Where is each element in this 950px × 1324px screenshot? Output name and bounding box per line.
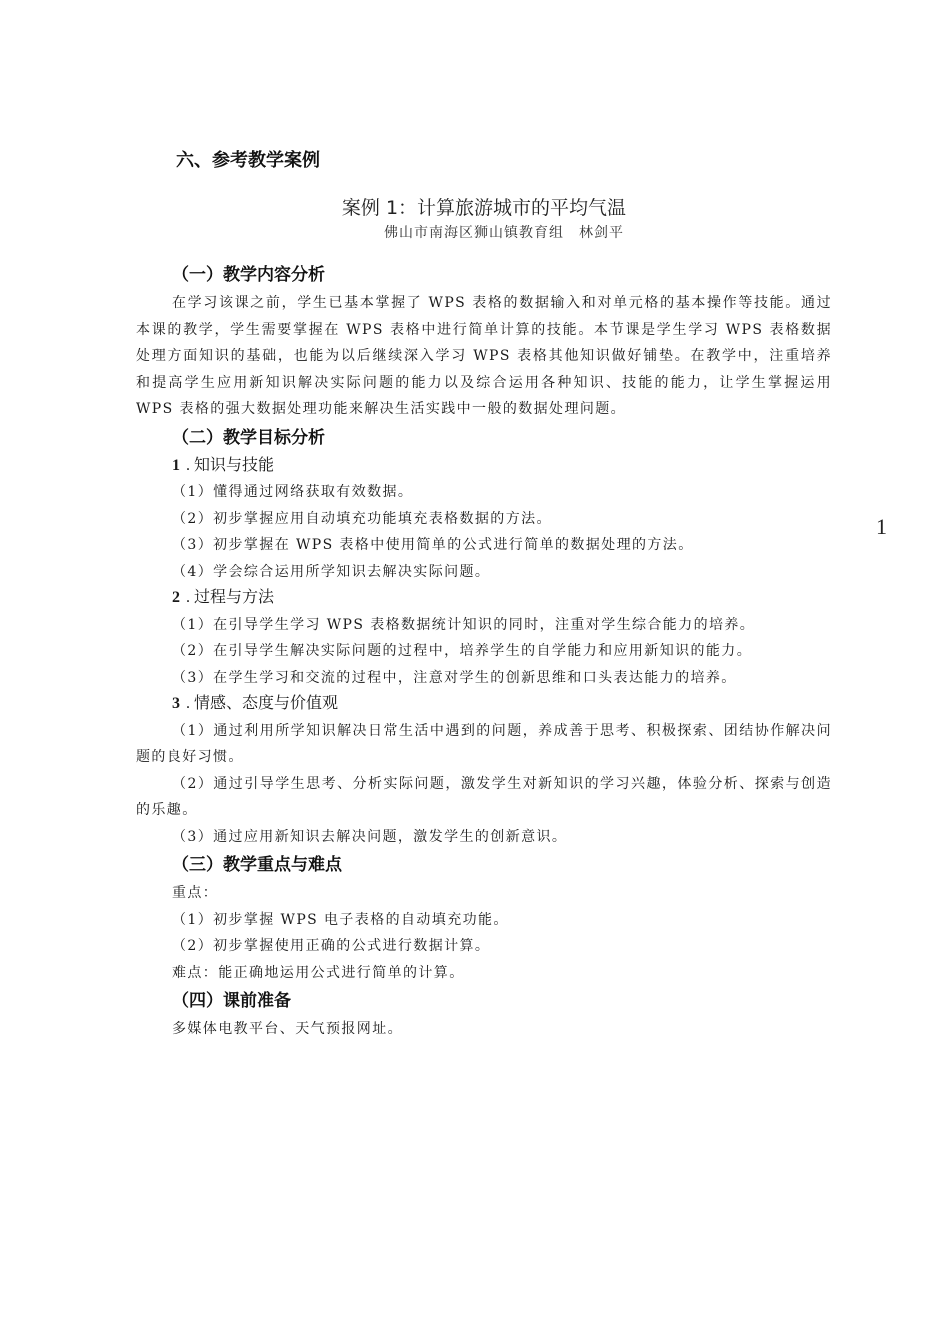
objective-group-3-title: 3 . 情感、态度与价值观 (172, 695, 339, 712)
list-item: （1）通过利用所学知识解决日常生活中遇到的问题，养成善于思考、积极探索、团结协作解决问题的良好习惯。 (136, 722, 832, 765)
content-analysis-paragraph: 在学习该课之前，学生已基本掌握了 WPS 表格的数据输入和对单元格的基本操作等技能。通过本课的教学，学生需要掌握在 WPS 表格中进行简单计算的技能。本节课是学生学习 WPS 表格数据处理方面知识的基础，也能为以后继续深入学习 WPS 表格其他知识做好铺垫。在教学中，注重培养和提高学生应用新知识解决实际问题的能力以及综合运用各种知识、技能的能力，让学生掌握运用 WPS 表格的强大数据处理功能来解决生活实践中一般的数据处理问题。 (136, 295, 832, 417)
difficulty-text: 难点：能正确地运用公式进行简单的计算。 (172, 964, 465, 981)
list-item: （3）通过应用新知识去解决问题，激发学生的创新意识。 (172, 828, 568, 845)
page-number: 1 (876, 514, 887, 539)
key-points-label: 重点： (172, 885, 219, 901)
objective-group-2-title: 2 . 过程与方法 (172, 589, 275, 606)
heading-content-analysis: （一）教学内容分析 (172, 265, 325, 285)
list-item: （2）通过引导学生思考、分析实际问题，激发学生对新知识的学习兴趣，体验分析、探索与创造的乐趣。 (136, 775, 832, 818)
case-title: 案例 1：计算旅游城市的平均气温 (341, 197, 627, 219)
heading-key-points: （三）教学重点与难点 (172, 855, 342, 875)
section-title: 六、参考教学案例 (176, 150, 320, 171)
list-item: （2）在引导学生解决实际问题的过程中，培养学生的自学能力和应用新知识的能力。 (172, 643, 753, 659)
list-item: （1）懂得通过网络获取有效数据。 (172, 484, 414, 500)
list-item: （3）在学生学习和交流的过程中，注意对学生的创新思维和口头表达能力的培养。 (172, 669, 737, 686)
heading-objectives: （二）教学目标分析 (172, 427, 325, 448)
preparation-text: 多媒体电教平台、天气预报网址。 (172, 1021, 403, 1037)
objective-group-1-title: 1 . 知识与技能 (172, 456, 275, 474)
list-item: （4）学会综合运用所学知识去解决实际问题。 (172, 563, 491, 580)
list-item: （2）初步掌握使用正确的公式进行数据计算。 (172, 938, 491, 954)
case-author: 佛山市南海区狮山镇教育组 林剑平 (384, 225, 624, 241)
heading-preparation: （四）课前准备 (172, 991, 291, 1011)
list-item: （3）初步掌握在 WPS 表格中使用简单的公式进行简单的数据处理的方法。 (172, 537, 694, 553)
list-item: （1）在引导学生学习 WPS 表格数据统计知识的同时，注重对学生综合能力的培养。 (172, 616, 756, 633)
document-body (136, 146, 832, 1043)
list-item: （1）初步掌握 WPS 电子表格的自动填充功能。 (172, 911, 509, 928)
list-item: （2）初步掌握应用自动填充功能填充表格数据的方法。 (172, 510, 552, 527)
